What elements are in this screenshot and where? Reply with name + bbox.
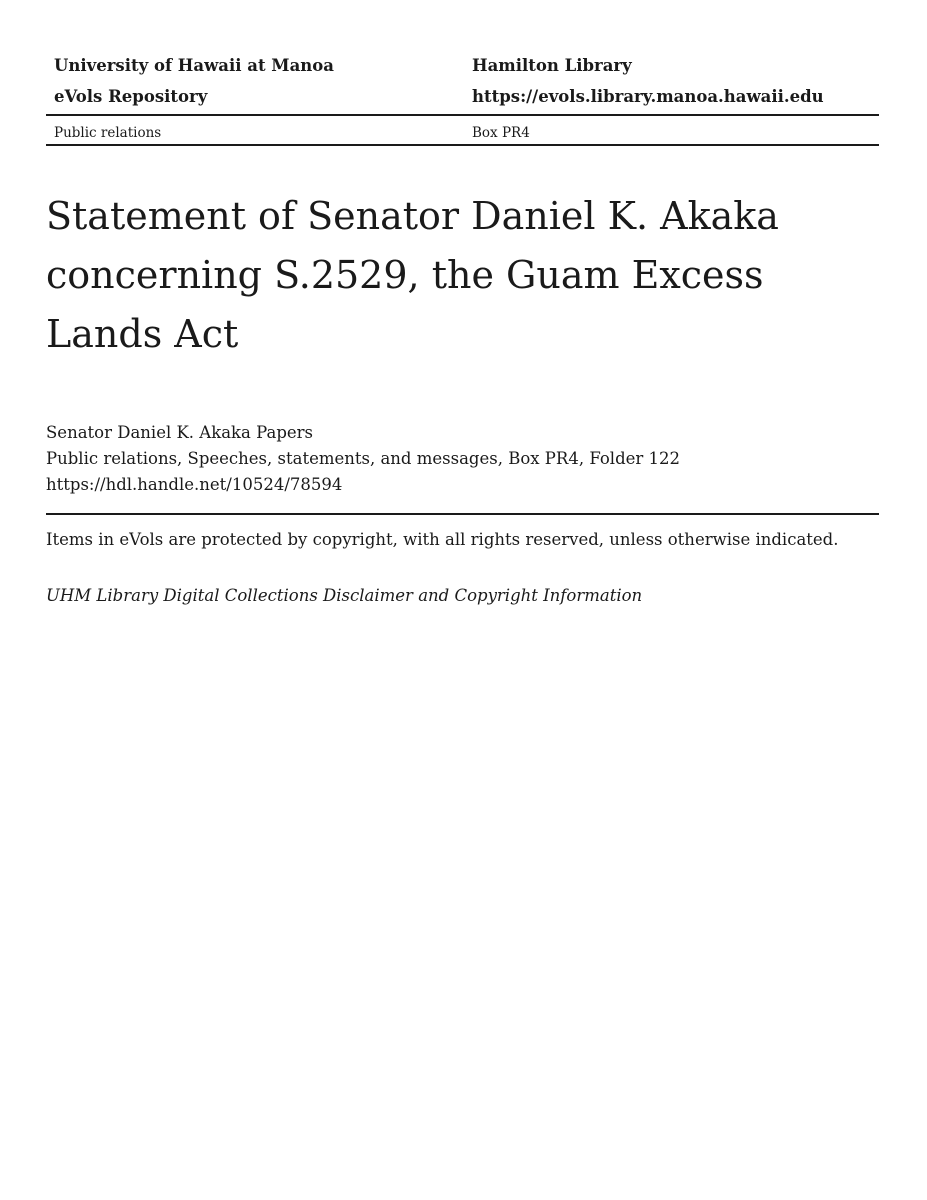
- header-row-3: [46, 116, 879, 144]
- header-row-2: [46, 83, 879, 114]
- header-row-1: [46, 52, 879, 83]
- papers-name: Senator Daniel K. Akaka Papers: [46, 423, 314, 442]
- handle-link[interactable]: https://hdl.handle.net/10524/78594: [46, 475, 343, 494]
- collection-label: Public relations: [54, 125, 162, 141]
- repository-url-link[interactable]: https://evols.library.manoa.hawaii.edu: [472, 87, 824, 106]
- header-divider-bottom: [46, 144, 879, 146]
- library-name: Hamilton Library: [472, 56, 632, 75]
- document-title: Statement of Senator Daniel K. Akaka concerning S.2529, the Guam Excess Lands Act: [46, 194, 779, 356]
- repository-name: eVols Repository: [54, 87, 208, 106]
- box-label: Box PR4: [472, 125, 530, 141]
- disclaimer-link[interactable]: UHM Library Digital Collections Disclaimer and Copyright Information: [46, 586, 643, 605]
- metadata-divider: [46, 513, 879, 515]
- copyright-notice: Items in eVols are protected by copyright, with all rights reserved, unless otherwise indicated.: [46, 530, 839, 549]
- cover-header: [46, 52, 879, 146]
- institution-name: University of Hawaii at Manoa: [54, 56, 334, 75]
- document-metadata: [46, 420, 879, 498]
- folder-location: Public relations, Speeches, statements, and messages, Box PR4, Folder 122: [46, 449, 681, 468]
